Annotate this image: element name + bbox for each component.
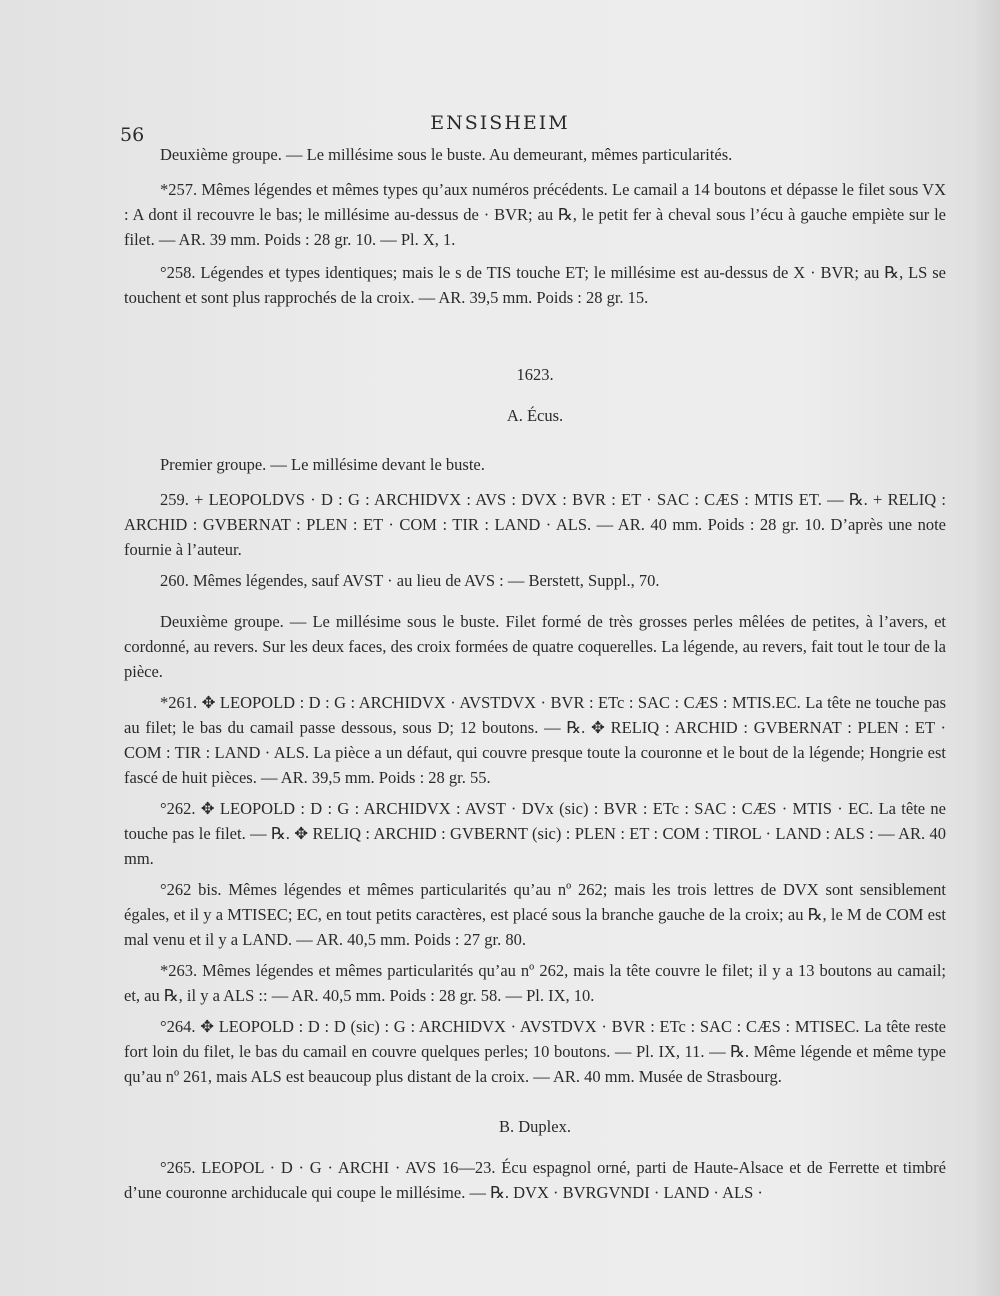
entry-263: *263. Mêmes légendes et mêmes particularités qu’au nº 262, mais la tête couvre le filet; il y a 13 boutons au camail; et, au ℞, il y a ALS :: — AR. 40,5 mm. Poids : 28 gr. 58. — Pl. IX, 10. (124, 961, 946, 1005)
entry-265: °265. LEOPOL · D · G · ARCHI · AVS 16—23. Écu espagnol orné, parti de Haute-Alsace et de Ferrette et timbré d’une couronne archiducale qui coupe le millésime. — ℞. DVX · BVRGVNDI · LAND · ALS · (124, 1158, 946, 1202)
section-b (124, 1114, 946, 1205)
entry-262-bis: °262 bis. Mêmes légendes et mêmes particularités qu’au nº 262; mais les trois lettres de DVX sont sensiblement égales, et il y a MTISEC; EC, en tout petits caractères, est placé sous la branche gauche de la croix; au ℞, le M de COM est mal venu et il y a LAND. — AR. 40,5 mm. Poids : 27 gr. 80. (124, 880, 946, 949)
entry-258: °258. Légendes et types identiques; mais le s de TIS touche ET; le millésime est au-dessus de X · BVR; au ℞, LS se touchent et sont plus rapprochés de la croix. — AR. 39,5 mm. Poids : 28 gr. 15. (124, 263, 946, 307)
entry-262: °262. ✥ LEOPOLD : D : G : ARCHIDVX : AVST · DVx (sic) : BVR : ETc : SAC : CÆS · MTIS · EC. La tête ne touche pas le filet. — ℞. ✥ RELIQ : ARCHID : GVBERNT (sic) : PLEN : ET : COM : TIROL · LAND : ALS : — AR. 40 mm. (124, 799, 946, 868)
entry-260: 260. Mêmes légendes, sauf AVST · au lieu de AVS : — Berstett, Suppl., 70. (160, 571, 660, 590)
page-number: 56 (120, 124, 145, 146)
running-head: ENSISHEIM (430, 112, 570, 134)
section-a-heading: A. Écus. (506, 406, 564, 425)
year-heading: 1623. (516, 365, 554, 384)
section-b-heading: B. Duplex. (499, 1117, 571, 1136)
text-block-top (124, 142, 946, 310)
paragraph-premier-groupe: Premier groupe. — Le millésime devant le buste. (160, 455, 485, 474)
entry-264: °264. ✥ LEOPOLD : D : D (sic) : G : ARCHIDVX · AVSTDVX · BVR : ETc : SAC : CÆS : MTISEC. La tête reste fort loin du filet, le bas du camail en couvre quelques perles; 10 boutons. — Pl. IX, 11. — ℞. Même légende et même type qu’au nº 261, mais ALS est beaucoup plus distant de la croix. — AR. 40 mm. Musée de Strasbourg. (124, 1017, 946, 1086)
page-edge-shadow (970, 0, 1000, 1296)
section-1623 (124, 362, 946, 428)
entry-259: 259. + LEOPOLDVS · D : G : ARCHIDVX : AVS : DVX : BVR : ET · SAC : CÆS : MTIS ET. — ℞. + RELIQ : ARCHID : GVBERNAT : PLEN : ET · COM : TIR : LAND · ALS. — AR. 40 mm. Poids : 28 gr. 10. D’après une note fournie à l’auteur. (124, 490, 946, 559)
text-block-a (124, 452, 946, 1089)
entry-261: *261. ✥ LEOPOLD : D : G : ARCHIDVX · AVSTDVX · BVR : ETc : SAC : CÆS : MTIS.EC. La tête ne touche pas au filet; le bas du camail passe dessous, sous D; 12 boutons. — ℞. ✥ RELIQ : ARCHID : GVBERNAT : PLEN : ET · COM : TIR : LAND · ALS. La pièce a un défaut, qui couvre presque toute la couronne et le bout de la légende; Hongrie est fascé de huit pièces. — AR. 39,5 mm. Poids : 28 gr. 55. (124, 693, 946, 787)
paragraph-deuxieme-groupe-intro: Deuxième groupe. — Le millésime sous le buste. Au demeurant, mêmes particularités. (160, 145, 733, 164)
entry-257: *257. Mêmes légendes et mêmes types qu’aux numéros précédents. Le camail a 14 boutons et dépasse le filet sous VX : A dont il recouvre le bas; le millésime au-dessus de · BVR; au ℞, le petit fer à cheval sous l’écu à gauche empiète sur le filet. — AR. 39 mm. Poids : 28 gr. 10. — Pl. X, 1. (124, 180, 946, 249)
paragraph-deuxieme-groupe: Deuxième groupe. — Le millésime sous le buste. Filet formé de très grosses perles mêlées de petites, à l’avers, et cordonné, au revers. Sur les deux faces, des croix formées de quatre coquerelles. La légende, au revers, fait tout le tour de la pièce. (124, 612, 946, 681)
